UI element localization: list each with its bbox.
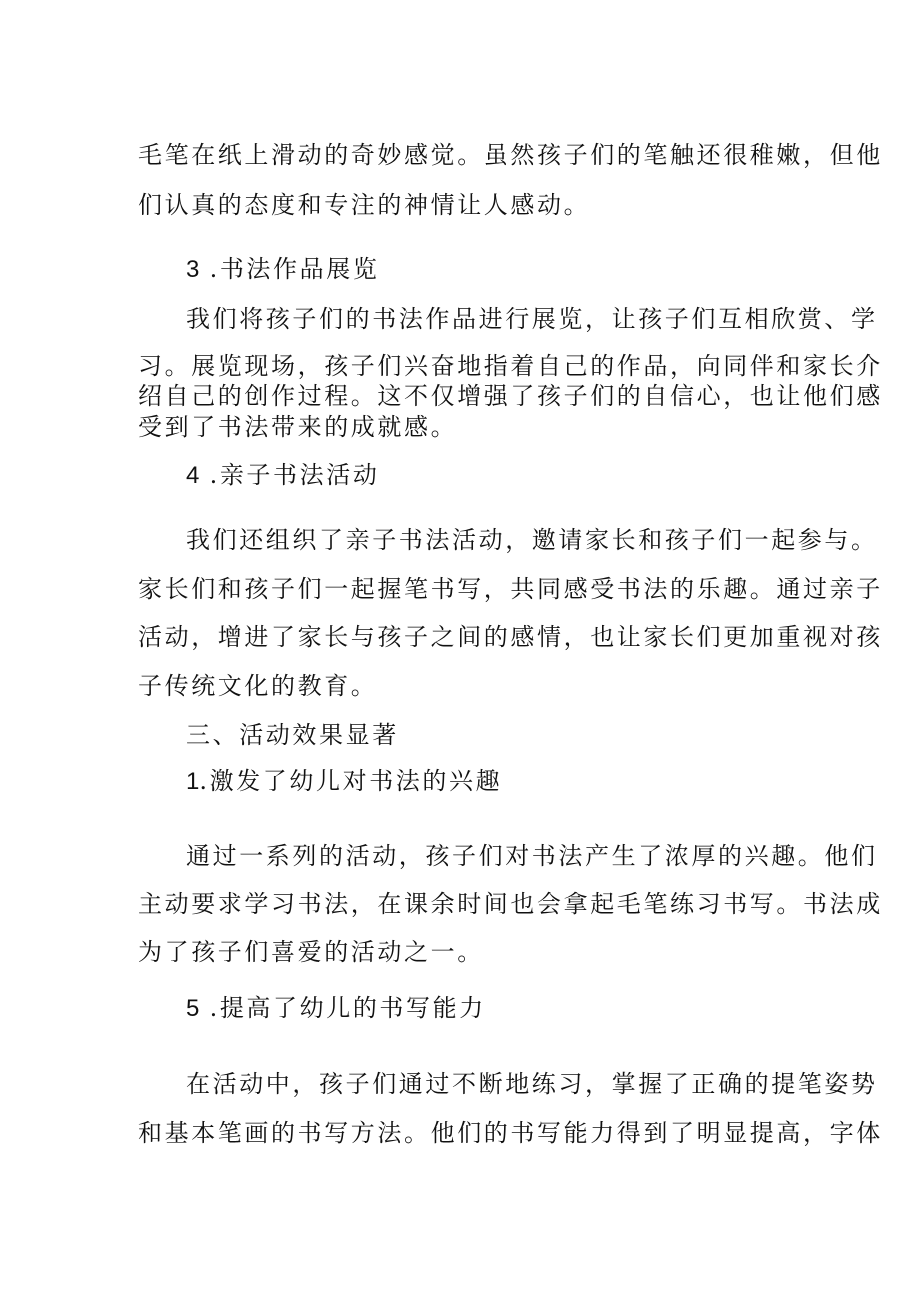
paragraph-line: 在活动中，孩子们通过不断地练习，掌握了正确的提笔姿势 — [186, 1070, 878, 1098]
paragraph-line: 受到了书法带来的成就感。 — [138, 413, 458, 441]
paragraph-line: 家长们和孩子们一起握笔书写，共同感受书法的乐趣。通过亲子 — [138, 575, 883, 603]
paragraph-line: 绍自己的创作过程。这不仅增强了孩子们的自信心，也让他们感 — [138, 382, 883, 410]
heading-number: 4 — [186, 462, 200, 489]
heading-text: .提高了幼儿的书写能力 — [199, 994, 486, 1022]
paragraph-line: 为了孩子们喜爱的活动之一。 — [138, 938, 484, 966]
paragraph-line: 我们还组织了亲子书法活动，邀请家长和孩子们一起参与。 — [186, 526, 878, 554]
paragraph-line: 通过一系列的活动，孩子们对书法产生了浓厚的兴趣。他们 — [186, 842, 878, 870]
paragraph-line: 我们将孩子们的书法作品进行展览，让孩子们互相欣赏、学 — [186, 305, 878, 333]
section-heading-4 — [186, 460, 379, 491]
paragraph-line: 习。展览现场，孩子们兴奋地指着自己的作品，向同伴和家长介 — [138, 352, 883, 380]
heading-number: 1 — [186, 768, 200, 795]
paragraph-line: 子传统文化的教育。 — [138, 672, 378, 700]
heading-number: 3 — [186, 256, 200, 283]
paragraph-line: 活动，增进了家长与孩子之间的感情，也让家长们更加重视对孩 — [138, 623, 883, 651]
paragraph-line: 毛笔在纸上滑动的奇妙感觉。虽然孩子们的笔触还很稚嫩，但他 — [138, 141, 883, 169]
paragraph-line: 主动要求学习书法，在课余时间也会拿起毛笔练习书写。书法成 — [138, 890, 883, 918]
paragraph-line: 们认真的态度和专注的神情让人感动。 — [138, 191, 591, 219]
section-heading-3 — [186, 254, 379, 285]
heading-text: .激发了幼儿对书法的兴趣 — [199, 767, 503, 795]
section-title: 三、活动效果显著 — [186, 721, 399, 749]
paragraph-line: 和基本笔画的书写方法。他们的书写能力得到了明显提高，字体 — [138, 1119, 883, 1147]
heading-number: 5 — [186, 995, 200, 1022]
heading-text: .亲子书法活动 — [199, 461, 380, 489]
subsection-heading-5 — [186, 993, 486, 1024]
subsection-heading-1 — [186, 766, 502, 797]
heading-text: .书法作品展览 — [199, 255, 380, 283]
